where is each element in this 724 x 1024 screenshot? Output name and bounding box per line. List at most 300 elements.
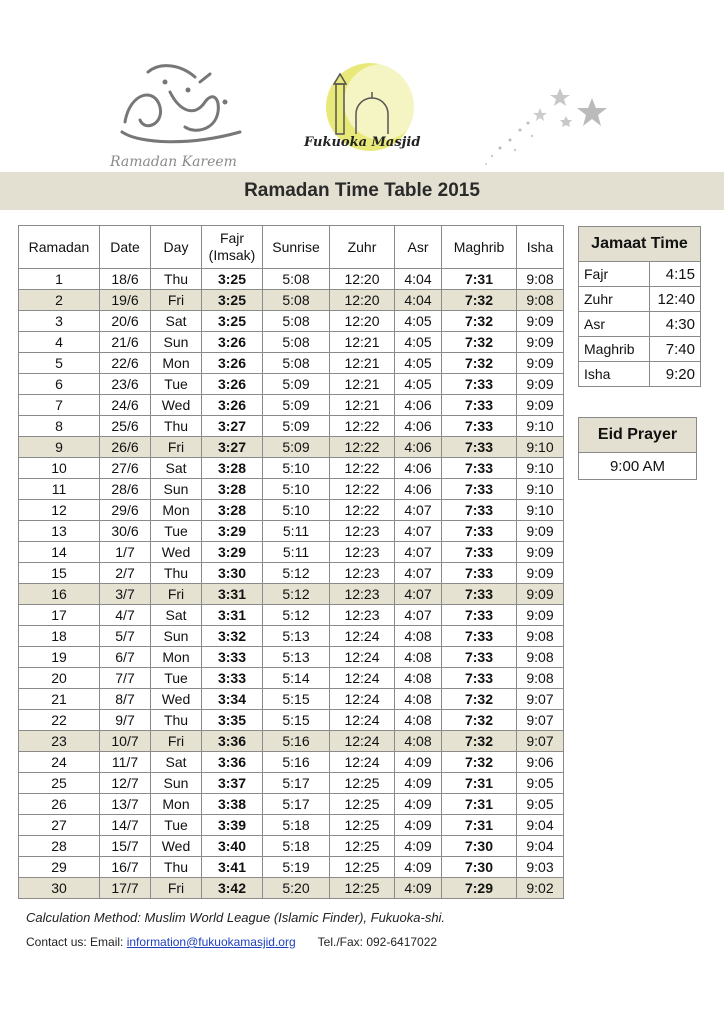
timetable-body	[19, 269, 564, 899]
cell-isha: 9:09	[517, 521, 564, 542]
cell-zuhr: 12:23	[330, 584, 395, 605]
table-row	[19, 689, 564, 710]
cell-date: 22/6	[100, 353, 151, 374]
cell-zuhr: 12:25	[330, 794, 395, 815]
cell-day: Fri	[151, 584, 202, 605]
cell-sunrise: 5:17	[263, 794, 330, 815]
page-header	[0, 0, 724, 170]
cell-date: 27/6	[100, 458, 151, 479]
cell-isha: 9:08	[517, 668, 564, 689]
header-fajr-sub: (Imsak)	[208, 247, 256, 263]
table-row	[19, 836, 564, 857]
cell-isha: 9:07	[517, 710, 564, 731]
stars-decoration-icon	[480, 78, 620, 168]
cell-asr: 4:06	[395, 416, 442, 437]
jamaat-row	[579, 337, 701, 362]
cell-sunrise: 5:09	[263, 374, 330, 395]
table-row	[19, 311, 564, 332]
cell-zuhr: 12:24	[330, 710, 395, 731]
cell-asr: 4:09	[395, 857, 442, 878]
cell-date: 21/6	[100, 332, 151, 353]
jamaat-name: Asr	[579, 312, 650, 337]
table-row	[19, 458, 564, 479]
cell-fajr: 3:36	[202, 731, 263, 752]
cell-sunrise: 5:10	[263, 500, 330, 521]
cell-day: Sun	[151, 479, 202, 500]
cell-date: 16/7	[100, 857, 151, 878]
cell-fajr: 3:27	[202, 416, 263, 437]
cell-maghrib: 7:33	[442, 458, 517, 479]
cell-isha: 9:08	[517, 626, 564, 647]
cell-day: Fri	[151, 290, 202, 311]
cell-zuhr: 12:23	[330, 563, 395, 584]
cell-zuhr: 12:20	[330, 290, 395, 311]
cell-isha: 9:09	[517, 374, 564, 395]
cell-zuhr: 12:21	[330, 332, 395, 353]
cell-maghrib: 7:31	[442, 773, 517, 794]
cell-fajr: 3:31	[202, 605, 263, 626]
cell-asr: 4:04	[395, 269, 442, 290]
header-maghrib: Maghrib	[442, 226, 517, 269]
cell-isha: 9:09	[517, 353, 564, 374]
table-row	[19, 668, 564, 689]
jamaat-name: Isha	[579, 362, 650, 387]
cell-sunrise: 5:14	[263, 668, 330, 689]
cell-fajr: 3:27	[202, 437, 263, 458]
cell-day: Tue	[151, 374, 202, 395]
cell-asr: 4:06	[395, 437, 442, 458]
cell-fajr: 3:30	[202, 563, 263, 584]
cell-maghrib: 7:33	[442, 542, 517, 563]
cell-ramadan-day: 15	[19, 563, 100, 584]
cell-sunrise: 5:16	[263, 752, 330, 773]
table-row	[19, 710, 564, 731]
cell-ramadan-day: 7	[19, 395, 100, 416]
table-row	[19, 500, 564, 521]
jamaat-name: Maghrib	[579, 337, 650, 362]
cell-isha: 9:09	[517, 542, 564, 563]
cell-isha: 9:09	[517, 311, 564, 332]
cell-asr: 4:06	[395, 479, 442, 500]
cell-asr: 4:06	[395, 395, 442, 416]
cell-asr: 4:08	[395, 626, 442, 647]
cell-ramadan-day: 13	[19, 521, 100, 542]
cell-fajr: 3:33	[202, 668, 263, 689]
cell-ramadan-day: 11	[19, 479, 100, 500]
jamaat-row	[579, 262, 701, 287]
cell-maghrib: 7:32	[442, 689, 517, 710]
cell-ramadan-day: 17	[19, 605, 100, 626]
cell-day: Mon	[151, 647, 202, 668]
cell-ramadan-day: 27	[19, 815, 100, 836]
cell-sunrise: 5:15	[263, 710, 330, 731]
jamaat-time-table	[578, 226, 701, 387]
cell-day: Sat	[151, 605, 202, 626]
jamaat-title: Jamaat Time	[579, 227, 701, 262]
title-band	[0, 172, 724, 210]
cell-maghrib: 7:33	[442, 416, 517, 437]
cell-zuhr: 12:25	[330, 878, 395, 899]
header-isha: Isha	[517, 226, 564, 269]
cell-fajr: 3:31	[202, 584, 263, 605]
cell-zuhr: 12:25	[330, 857, 395, 878]
eid-prayer-table	[578, 417, 697, 480]
cell-date: 29/6	[100, 500, 151, 521]
cell-fajr: 3:25	[202, 311, 263, 332]
cell-zuhr: 12:23	[330, 521, 395, 542]
cell-asr: 4:05	[395, 353, 442, 374]
cell-sunrise: 5:17	[263, 773, 330, 794]
cell-maghrib: 7:30	[442, 836, 517, 857]
cell-isha: 9:09	[517, 563, 564, 584]
cell-fajr: 3:36	[202, 752, 263, 773]
cell-fajr: 3:38	[202, 794, 263, 815]
cell-fajr: 3:33	[202, 647, 263, 668]
table-row	[19, 752, 564, 773]
cell-date: 19/6	[100, 290, 151, 311]
cell-maghrib: 7:32	[442, 311, 517, 332]
cell-asr: 4:08	[395, 689, 442, 710]
cell-day: Sat	[151, 311, 202, 332]
cell-isha: 9:04	[517, 836, 564, 857]
table-row	[19, 584, 564, 605]
cell-isha: 9:05	[517, 794, 564, 815]
table-row	[19, 353, 564, 374]
cell-fajr: 3:37	[202, 773, 263, 794]
jamaat-row	[579, 287, 701, 312]
table-row	[19, 563, 564, 584]
svg-text:Fukuoka Masjid: Fukuoka Masjid	[304, 135, 421, 150]
cell-isha: 9:02	[517, 878, 564, 899]
cell-zuhr: 12:20	[330, 311, 395, 332]
cell-day: Fri	[151, 437, 202, 458]
cell-asr: 4:07	[395, 521, 442, 542]
cell-fajr: 3:28	[202, 500, 263, 521]
cell-sunrise: 5:16	[263, 731, 330, 752]
cell-maghrib: 7:32	[442, 710, 517, 731]
cell-day: Tue	[151, 521, 202, 542]
cell-fajr: 3:32	[202, 626, 263, 647]
header-sunrise: Sunrise	[263, 226, 330, 269]
cell-maghrib: 7:33	[442, 647, 517, 668]
cell-date: 25/6	[100, 416, 151, 437]
cell-fajr: 3:41	[202, 857, 263, 878]
cell-day: Sun	[151, 332, 202, 353]
cell-fajr: 3:26	[202, 395, 263, 416]
cell-zuhr: 12:21	[330, 353, 395, 374]
cell-sunrise: 5:12	[263, 584, 330, 605]
cell-day: Sun	[151, 773, 202, 794]
cell-day: Tue	[151, 668, 202, 689]
cell-asr: 4:09	[395, 815, 442, 836]
ramadan-timetable	[18, 225, 564, 899]
cell-ramadan-day: 30	[19, 878, 100, 899]
cell-ramadan-day: 19	[19, 647, 100, 668]
jamaat-name: Fajr	[579, 262, 650, 287]
cell-date: 18/6	[100, 269, 151, 290]
jamaat-name: Zuhr	[579, 287, 650, 312]
cell-sunrise: 5:10	[263, 479, 330, 500]
cell-fajr: 3:26	[202, 374, 263, 395]
cell-zuhr: 12:22	[330, 416, 395, 437]
cell-ramadan-day: 24	[19, 752, 100, 773]
cell-day: Mon	[151, 500, 202, 521]
cell-isha: 9:09	[517, 605, 564, 626]
cell-ramadan-day: 26	[19, 794, 100, 815]
email-link[interactable]: information@fukuokamasjid.org	[126, 935, 296, 949]
cell-isha: 9:09	[517, 332, 564, 353]
table-row	[19, 857, 564, 878]
cell-sunrise: 5:08	[263, 290, 330, 311]
cell-isha: 9:09	[517, 395, 564, 416]
jamaat-time: 4:15	[650, 262, 701, 287]
cell-maghrib: 7:32	[442, 332, 517, 353]
cell-zuhr: 12:24	[330, 752, 395, 773]
table-row	[19, 626, 564, 647]
cell-day: Fri	[151, 731, 202, 752]
table-row	[19, 731, 564, 752]
cell-maghrib: 7:33	[442, 626, 517, 647]
cell-zuhr: 12:23	[330, 542, 395, 563]
cell-zuhr: 12:20	[330, 269, 395, 290]
cell-ramadan-day: 5	[19, 353, 100, 374]
cell-fajr: 3:28	[202, 479, 263, 500]
cell-fajr: 3:39	[202, 815, 263, 836]
cell-maghrib: 7:33	[442, 374, 517, 395]
cell-sunrise: 5:09	[263, 437, 330, 458]
cell-maghrib: 7:32	[442, 353, 517, 374]
cell-isha: 9:10	[517, 479, 564, 500]
cell-maghrib: 7:33	[442, 605, 517, 626]
jamaat-row	[579, 362, 701, 387]
cell-day: Mon	[151, 353, 202, 374]
cell-maghrib: 7:33	[442, 500, 517, 521]
cell-isha: 9:08	[517, 647, 564, 668]
cell-asr: 4:08	[395, 668, 442, 689]
cell-asr: 4:05	[395, 311, 442, 332]
cell-fajr: 3:26	[202, 353, 263, 374]
jamaat-time: 9:20	[650, 362, 701, 387]
tel-fax: Tel./Fax: 092-6417022	[317, 935, 438, 949]
cell-ramadan-day: 2	[19, 290, 100, 311]
cell-maghrib: 7:30	[442, 857, 517, 878]
cell-date: 12/7	[100, 773, 151, 794]
cell-fajr: 3:35	[202, 710, 263, 731]
cell-asr: 4:07	[395, 605, 442, 626]
cell-isha: 9:10	[517, 416, 564, 437]
table-row	[19, 794, 564, 815]
cell-maghrib: 7:33	[442, 668, 517, 689]
header-fajr-label: Fajr	[219, 230, 245, 246]
table-row	[19, 542, 564, 563]
cell-fajr: 3:42	[202, 878, 263, 899]
cell-zuhr: 12:22	[330, 437, 395, 458]
cell-date: 13/7	[100, 794, 151, 815]
cell-asr: 4:06	[395, 458, 442, 479]
table-row	[19, 647, 564, 668]
cell-sunrise: 5:08	[263, 332, 330, 353]
cell-day: Wed	[151, 395, 202, 416]
table-row	[19, 878, 564, 899]
cell-day: Wed	[151, 542, 202, 563]
cell-date: 2/7	[100, 563, 151, 584]
cell-asr: 4:07	[395, 500, 442, 521]
cell-date: 28/6	[100, 479, 151, 500]
cell-zuhr: 12:25	[330, 815, 395, 836]
cell-sunrise: 5:08	[263, 269, 330, 290]
cell-sunrise: 5:18	[263, 836, 330, 857]
cell-ramadan-day: 14	[19, 542, 100, 563]
cell-ramadan-day: 23	[19, 731, 100, 752]
cell-maghrib: 7:32	[442, 752, 517, 773]
cell-fajr: 3:26	[202, 332, 263, 353]
table-row	[19, 395, 564, 416]
cell-asr: 4:08	[395, 647, 442, 668]
table-row	[19, 332, 564, 353]
cell-zuhr: 12:22	[330, 458, 395, 479]
contact-prefix: Contact us: Email:	[26, 935, 127, 949]
header-fajr	[202, 226, 263, 269]
cell-day: Sun	[151, 626, 202, 647]
cell-sunrise: 5:12	[263, 605, 330, 626]
cell-zuhr: 12:25	[330, 773, 395, 794]
cell-isha: 9:03	[517, 857, 564, 878]
cell-day: Wed	[151, 689, 202, 710]
header-asr: Asr	[395, 226, 442, 269]
calculation-method-note: Calculation Method: Muslim World League (Islamic Finder), Fukuoka-shi.	[26, 910, 446, 925]
cell-zuhr: 12:24	[330, 626, 395, 647]
cell-fajr: 3:40	[202, 836, 263, 857]
cell-ramadan-day: 9	[19, 437, 100, 458]
cell-isha: 9:06	[517, 752, 564, 773]
cell-isha: 9:07	[517, 689, 564, 710]
cell-ramadan-day: 16	[19, 584, 100, 605]
cell-maghrib: 7:31	[442, 815, 517, 836]
svg-text:Ramadan Kareem: Ramadan Kareem	[110, 154, 237, 170]
cell-day: Thu	[151, 857, 202, 878]
cell-day: Thu	[151, 269, 202, 290]
cell-date: 23/6	[100, 374, 151, 395]
cell-sunrise: 5:13	[263, 626, 330, 647]
cell-asr: 4:08	[395, 731, 442, 752]
cell-date: 3/7	[100, 584, 151, 605]
cell-asr: 4:07	[395, 584, 442, 605]
table-row	[19, 479, 564, 500]
cell-ramadan-day: 8	[19, 416, 100, 437]
page-title: Ramadan Time Table 2015	[244, 180, 480, 201]
cell-ramadan-day: 3	[19, 311, 100, 332]
cell-date: 15/7	[100, 836, 151, 857]
cell-maghrib: 7:32	[442, 290, 517, 311]
cell-zuhr: 12:24	[330, 647, 395, 668]
cell-sunrise: 5:11	[263, 542, 330, 563]
jamaat-time: 7:40	[650, 337, 701, 362]
table-row	[19, 773, 564, 794]
cell-maghrib: 7:31	[442, 794, 517, 815]
cell-ramadan-day: 4	[19, 332, 100, 353]
cell-sunrise: 5:10	[263, 458, 330, 479]
cell-ramadan-day: 28	[19, 836, 100, 857]
cell-sunrise: 5:20	[263, 878, 330, 899]
cell-zuhr: 12:24	[330, 668, 395, 689]
cell-isha: 9:08	[517, 269, 564, 290]
cell-ramadan-day: 18	[19, 626, 100, 647]
cell-maghrib: 7:33	[442, 521, 517, 542]
table-header-row	[19, 226, 564, 269]
ramadan-kareem-calligraphy-icon	[100, 52, 250, 172]
cell-ramadan-day: 29	[19, 857, 100, 878]
cell-ramadan-day: 20	[19, 668, 100, 689]
cell-ramadan-day: 22	[19, 710, 100, 731]
cell-date: 7/7	[100, 668, 151, 689]
cell-asr: 4:09	[395, 836, 442, 857]
cell-day: Thu	[151, 710, 202, 731]
cell-isha: 9:04	[517, 815, 564, 836]
cell-asr: 4:07	[395, 542, 442, 563]
cell-maghrib: 7:32	[442, 731, 517, 752]
eid-time: 9:00 AM	[579, 453, 697, 480]
cell-zuhr: 12:21	[330, 374, 395, 395]
cell-sunrise: 5:08	[263, 311, 330, 332]
eid-title: Eid Prayer	[579, 418, 697, 453]
cell-fajr: 3:25	[202, 290, 263, 311]
cell-date: 17/7	[100, 878, 151, 899]
cell-isha: 9:10	[517, 500, 564, 521]
cell-asr: 4:05	[395, 332, 442, 353]
table-row	[19, 521, 564, 542]
cell-asr: 4:04	[395, 290, 442, 311]
cell-date: 10/7	[100, 731, 151, 752]
cell-maghrib: 7:33	[442, 437, 517, 458]
cell-day: Sat	[151, 458, 202, 479]
cell-asr: 4:08	[395, 710, 442, 731]
cell-zuhr: 12:23	[330, 605, 395, 626]
cell-sunrise: 5:12	[263, 563, 330, 584]
header-ramadan: Ramadan	[19, 226, 100, 269]
cell-day: Tue	[151, 815, 202, 836]
cell-maghrib: 7:33	[442, 584, 517, 605]
cell-day: Sat	[151, 752, 202, 773]
cell-ramadan-day: 21	[19, 689, 100, 710]
cell-ramadan-day: 10	[19, 458, 100, 479]
cell-maghrib: 7:33	[442, 563, 517, 584]
cell-date: 20/6	[100, 311, 151, 332]
jamaat-time: 12:40	[650, 287, 701, 312]
cell-fajr: 3:29	[202, 521, 263, 542]
jamaat-time: 4:30	[650, 312, 701, 337]
cell-day: Wed	[151, 836, 202, 857]
jamaat-row	[579, 312, 701, 337]
cell-date: 26/6	[100, 437, 151, 458]
cell-zuhr: 12:24	[330, 731, 395, 752]
cell-asr: 4:09	[395, 878, 442, 899]
cell-asr: 4:09	[395, 752, 442, 773]
cell-ramadan-day: 12	[19, 500, 100, 521]
header-day: Day	[151, 226, 202, 269]
cell-isha: 9:05	[517, 773, 564, 794]
fukuoka-masjid-logo	[298, 52, 428, 167]
cell-sunrise: 5:13	[263, 647, 330, 668]
cell-day: Thu	[151, 416, 202, 437]
cell-zuhr: 12:25	[330, 836, 395, 857]
cell-sunrise: 5:09	[263, 416, 330, 437]
cell-date: 11/7	[100, 752, 151, 773]
cell-sunrise: 5:09	[263, 395, 330, 416]
cell-ramadan-day: 1	[19, 269, 100, 290]
cell-isha: 9:07	[517, 731, 564, 752]
cell-asr: 4:09	[395, 794, 442, 815]
cell-fajr: 3:34	[202, 689, 263, 710]
